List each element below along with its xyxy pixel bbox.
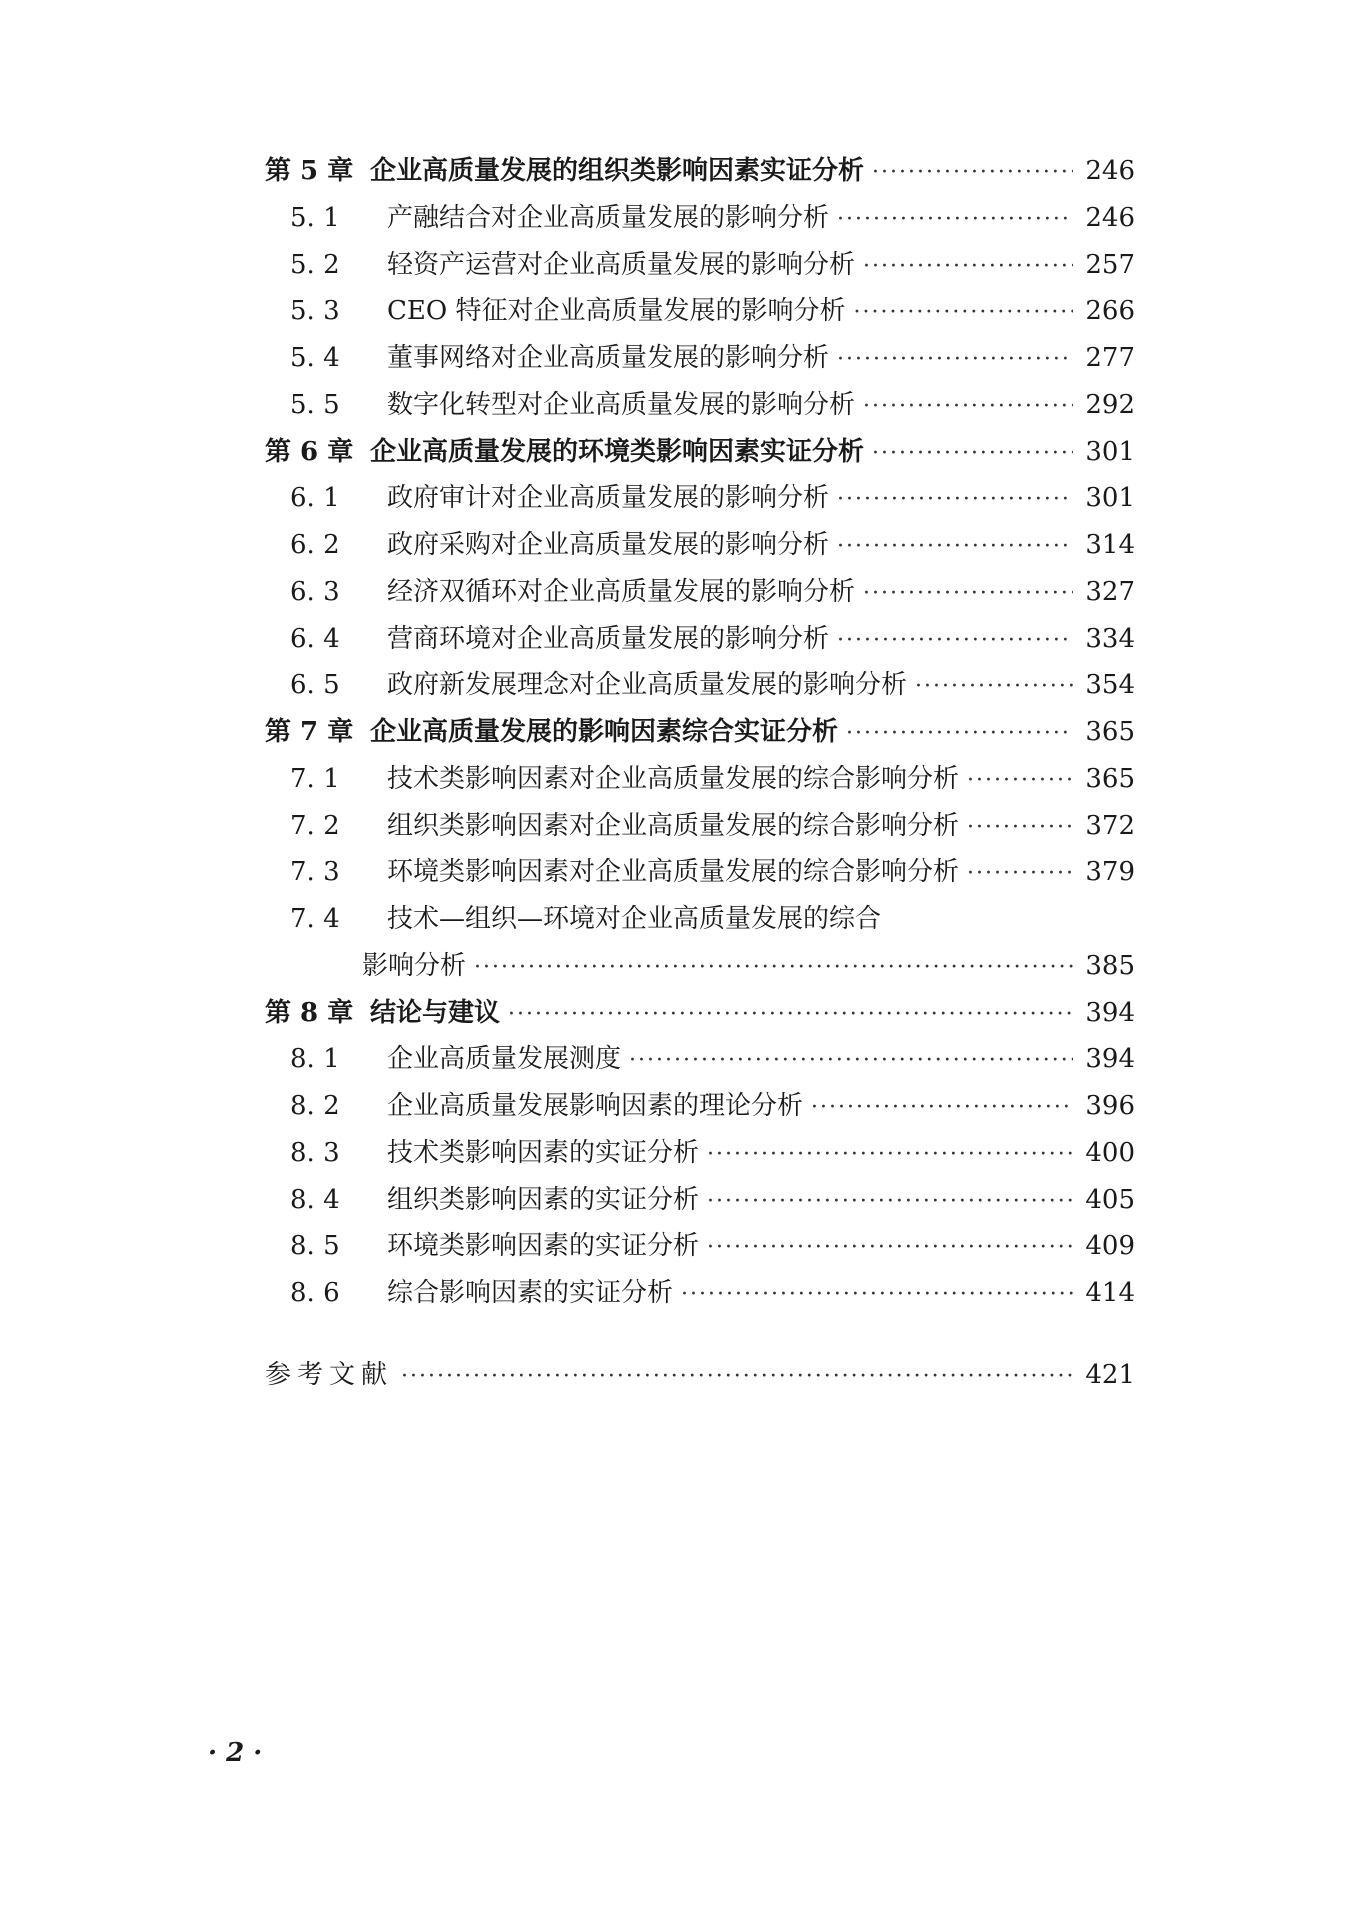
references-title: 参考文献 xyxy=(265,1359,394,1390)
page-ref: 421 xyxy=(1085,1359,1135,1390)
page-ref: 400 xyxy=(1085,1137,1135,1168)
section-title: 产融结合对企业高质量发展的影响分析 xyxy=(387,202,830,233)
leader-dots xyxy=(707,1179,1073,1226)
section-number: 6. 4 xyxy=(290,623,340,654)
toc-chapter-8[interactable] xyxy=(265,990,1135,1037)
section-title: 企业高质量发展测度 xyxy=(387,1044,622,1075)
leader-dots xyxy=(837,477,1073,524)
page-ref: 334 xyxy=(1085,623,1135,654)
section-number: 8. 3 xyxy=(290,1137,340,1168)
toc-section-7-2[interactable] xyxy=(265,803,1135,850)
toc-section-5-1[interactable] xyxy=(265,195,1135,242)
section-title: 数字化转型对企业高质量发展的影响分析 xyxy=(387,389,856,420)
page-number: · 2 · xyxy=(208,1738,263,1768)
section-number: 7. 3 xyxy=(290,857,340,888)
section-title: 组织类影响因素对企业高质量发展的综合影响分析 xyxy=(387,810,960,841)
section-title: 政府采购对企业高质量发展的影响分析 xyxy=(387,530,830,560)
leader-dots xyxy=(707,1225,1073,1272)
section-number: 8. 4 xyxy=(290,1184,340,1215)
chapter-title: 结论与建议 xyxy=(370,997,501,1028)
section-title: 企业高质量发展影响因素的理论分析 xyxy=(387,1091,804,1121)
leader-dots xyxy=(401,1354,1073,1401)
toc-section-6-5[interactable] xyxy=(265,662,1135,709)
section-title: 环境类影响因素对企业高质量发展的综合影响分析 xyxy=(387,857,960,888)
page-ref: 372 xyxy=(1085,810,1135,841)
toc-section-8-3[interactable] xyxy=(265,1130,1135,1177)
section-number: 5. 3 xyxy=(290,296,340,327)
section-title: 政府审计对企业高质量发展的影响分析 xyxy=(387,483,830,514)
page-ref: 257 xyxy=(1085,249,1135,280)
page-ref: 396 xyxy=(1085,1091,1135,1121)
leader-dots xyxy=(474,945,1073,992)
toc-chapter-7[interactable] xyxy=(265,709,1135,756)
leader-dots xyxy=(846,711,1073,758)
section-number: 6. 5 xyxy=(290,670,340,701)
toc-chapter-5[interactable] xyxy=(265,148,1135,195)
section-title: 董事网络对企业高质量发展的影响分析 xyxy=(387,343,830,373)
leader-dots xyxy=(853,290,1073,337)
toc-section-5-5[interactable] xyxy=(265,382,1135,429)
leader-dots xyxy=(872,431,1073,478)
section-title-line-1: 技术—组织—环境对企业高质量发展的综合 xyxy=(387,904,882,934)
leader-dots xyxy=(837,618,1073,665)
section-title: 组织类影响因素的实证分析 xyxy=(387,1184,700,1215)
toc-chapter-6[interactable] xyxy=(265,429,1135,476)
section-title-line-2: 影响分析 xyxy=(362,950,467,981)
leader-dots xyxy=(629,1038,1073,1085)
toc-section-8-6[interactable] xyxy=(265,1270,1135,1317)
page-ref: 365 xyxy=(1085,763,1135,794)
section-number: 7. 4 xyxy=(290,904,340,934)
toc-section-8-5[interactable] xyxy=(265,1223,1135,1270)
chapter-title: 企业高质量发展的组织类影响因素实证分析 xyxy=(370,156,865,186)
toc-section-8-4[interactable] xyxy=(265,1177,1135,1224)
chapter-title: 企业高质量发展的环境类影响因素实证分析 xyxy=(370,436,865,467)
page-ref: 385 xyxy=(1085,950,1135,981)
section-title: 营商环境对企业高质量发展的影响分析 xyxy=(387,623,830,654)
section-number: 6. 2 xyxy=(290,530,340,560)
toc-section-7-4-continued[interactable] xyxy=(265,943,1135,990)
toc-section-7-3[interactable] xyxy=(265,849,1135,896)
leader-dots xyxy=(967,758,1073,805)
leader-dots xyxy=(863,384,1073,431)
toc-section-6-1[interactable] xyxy=(265,475,1135,522)
chapter-number: 第 6 章 xyxy=(265,436,354,467)
page-ref: 379 xyxy=(1085,857,1135,888)
section-title: 技术类影响因素对企业高质量发展的综合影响分析 xyxy=(387,763,960,794)
page-ref: 246 xyxy=(1085,202,1135,233)
table-of-contents xyxy=(265,148,1135,1399)
toc-section-5-4[interactable] xyxy=(265,335,1135,382)
section-number: 7. 2 xyxy=(290,810,340,841)
page-ref: 292 xyxy=(1085,389,1135,420)
page-ref: 405 xyxy=(1085,1184,1135,1215)
toc-section-6-2[interactable] xyxy=(265,522,1135,569)
leader-dots xyxy=(811,1085,1073,1132)
section-number: 8. 2 xyxy=(290,1091,340,1121)
chapter-number: 第 8 章 xyxy=(265,997,354,1028)
leader-dots xyxy=(837,197,1073,244)
section-number: 5. 2 xyxy=(290,249,340,280)
page-ref: 394 xyxy=(1085,1044,1135,1075)
section-number: 8. 1 xyxy=(290,1044,340,1075)
toc-section-5-2[interactable] xyxy=(265,242,1135,289)
leader-dots xyxy=(863,244,1073,291)
section-title: CEO 特征对企业高质量发展的影响分析 xyxy=(387,296,846,327)
toc-section-7-4[interactable] xyxy=(265,896,1135,943)
page-ref: 354 xyxy=(1085,670,1135,701)
chapter-title: 企业高质量发展的影响因素综合实证分析 xyxy=(370,717,839,747)
section-title: 环境类影响因素的实证分析 xyxy=(387,1231,700,1262)
toc-section-8-2[interactable] xyxy=(265,1083,1135,1130)
spacer xyxy=(265,1317,1135,1352)
chapter-number: 第 7 章 xyxy=(265,717,354,747)
page-ref: 394 xyxy=(1085,997,1135,1028)
section-number: 5. 1 xyxy=(290,202,340,233)
page-ref: 266 xyxy=(1085,296,1135,327)
section-number: 8. 5 xyxy=(290,1231,340,1262)
toc-section-5-3[interactable] xyxy=(265,288,1135,335)
section-number: 8. 6 xyxy=(290,1278,340,1308)
page-ref: 314 xyxy=(1085,530,1135,560)
section-title: 轻资产运营对企业高质量发展的影响分析 xyxy=(387,249,856,280)
toc-section-6-4[interactable] xyxy=(265,616,1135,663)
page-ref: 301 xyxy=(1085,483,1135,514)
section-title: 综合影响因素的实证分析 xyxy=(387,1278,674,1308)
leader-dots xyxy=(967,805,1073,852)
toc-section-7-1[interactable] xyxy=(265,756,1135,803)
leader-dots xyxy=(863,571,1073,618)
section-number: 5. 5 xyxy=(290,389,340,420)
page-ref: 365 xyxy=(1085,717,1135,747)
leader-dots xyxy=(508,992,1073,1039)
leader-dots xyxy=(681,1272,1073,1319)
page-ref: 409 xyxy=(1085,1231,1135,1262)
leader-dots xyxy=(837,524,1073,571)
section-number: 5. 4 xyxy=(290,343,340,373)
section-number: 7. 1 xyxy=(290,763,340,794)
leader-dots xyxy=(872,150,1073,197)
page-ref: 277 xyxy=(1085,343,1135,373)
leader-dots xyxy=(837,337,1073,384)
toc-references[interactable] xyxy=(265,1352,1135,1399)
page-ref: 301 xyxy=(1085,436,1135,467)
toc-section-8-1[interactable] xyxy=(265,1036,1135,1083)
leader-dots xyxy=(707,1132,1073,1179)
section-number: 6. 3 xyxy=(290,576,340,607)
section-number: 6. 1 xyxy=(290,483,340,514)
chapter-number: 第 5 章 xyxy=(265,156,354,186)
section-title: 政府新发展理念对企业高质量发展的影响分析 xyxy=(387,670,908,701)
leader-dots xyxy=(967,851,1073,898)
leader-dots xyxy=(915,664,1073,711)
toc-section-6-3[interactable] xyxy=(265,569,1135,616)
page-ref: 246 xyxy=(1085,156,1135,186)
page-ref: 327 xyxy=(1085,576,1135,607)
page-ref: 414 xyxy=(1085,1278,1135,1308)
section-title: 经济双循环对企业高质量发展的影响分析 xyxy=(387,576,856,607)
section-title: 技术类影响因素的实证分析 xyxy=(387,1137,700,1168)
